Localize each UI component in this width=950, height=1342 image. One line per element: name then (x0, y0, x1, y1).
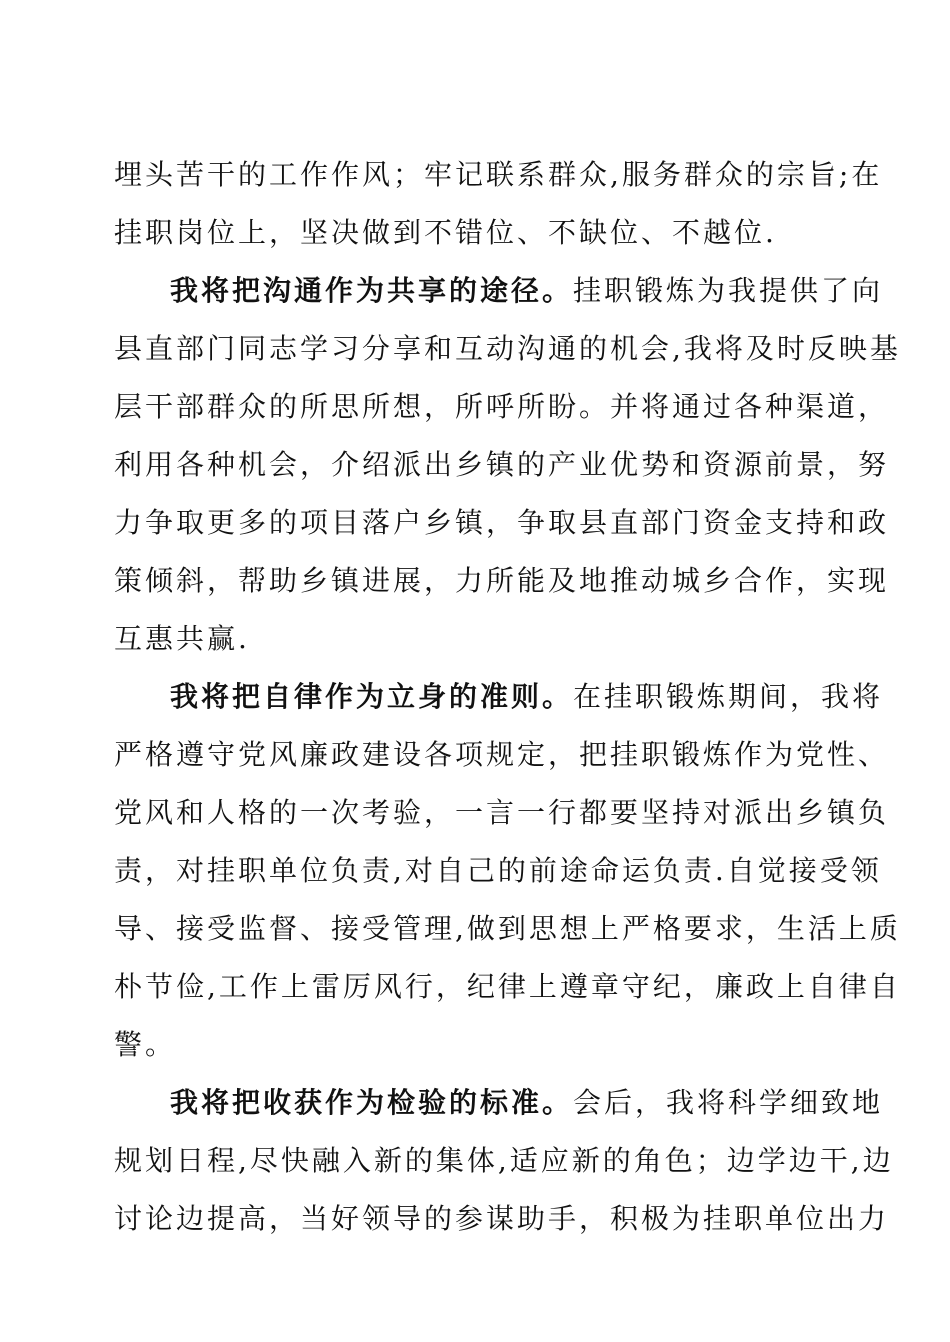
text-line: 责，对挂职单位负责,对自己的前途命运负责.自觉接受领 (114, 854, 882, 887)
text-line: 规划日程,尽快融入新的集体,适应新的角色；边学边干,边 (114, 1144, 894, 1177)
text-line: 警。 (114, 1028, 177, 1061)
text-line: 互惠共赢. (114, 622, 250, 655)
document-body (114, 146, 901, 1248)
paragraph-2 (114, 262, 901, 668)
paragraph-3 (114, 668, 901, 1074)
text-line: 县直部门同志学习分享和互动沟通的机会,我将及时反映基 (114, 332, 901, 365)
text-line: 朴节俭,工作上雷厉风行，纪律上遵章守纪，廉政上自律自 (114, 970, 901, 1003)
text-segment: 在挂职锻炼期间，我将 (573, 680, 884, 713)
text-segment: 会后，我将科学细致地 (573, 1086, 884, 1119)
paragraph-4 (114, 1074, 894, 1248)
text-line: 挂职岗位上，坚决做到不错位、不缺位、不越位. (114, 216, 777, 249)
paragraph-heading: 我将把沟通作为共享的途径。 (170, 274, 574, 307)
text-line: 埋头苦干的工作作风；牢记联系群众,服务群众的宗旨;在 (114, 158, 883, 191)
paragraph-1 (114, 146, 883, 262)
text-line: 策倾斜，帮助乡镇进展，力所能及地推动城乡合作，实现 (114, 564, 890, 597)
text-line: 力争取更多的项目落户乡镇，争取县直部门资金支持和政 (114, 506, 890, 539)
text-line: 层干部群众的所思所想，所呼所盼。并将通过各种渠道， (114, 390, 890, 423)
paragraph-first-line (114, 262, 884, 320)
text-line: 利用各种机会，介绍派出乡镇的产业优势和资源前景，努 (114, 448, 890, 481)
paragraph-first-line (114, 1074, 884, 1132)
text-line: 导、接受监督、接受管理,做到思想上严格要求，生活上质 (114, 912, 901, 945)
paragraph-heading: 我将把收获作为检验的标准。 (170, 1086, 574, 1119)
text-line: 党风和人格的一次考验，一言一行都要坚持对派出乡镇负 (114, 796, 890, 829)
text-segment: 挂职锻炼为我提供了向 (573, 274, 884, 307)
paragraph-heading: 我将把自律作为立身的准则。 (170, 680, 574, 713)
text-line: 讨论边提高，当好领导的参谋助手，积极为挂职单位出力 (114, 1202, 890, 1235)
paragraph-first-line (114, 668, 884, 726)
text-line: 严格遵守党风廉政建设各项规定，把挂职锻炼作为党性、 (114, 738, 890, 771)
